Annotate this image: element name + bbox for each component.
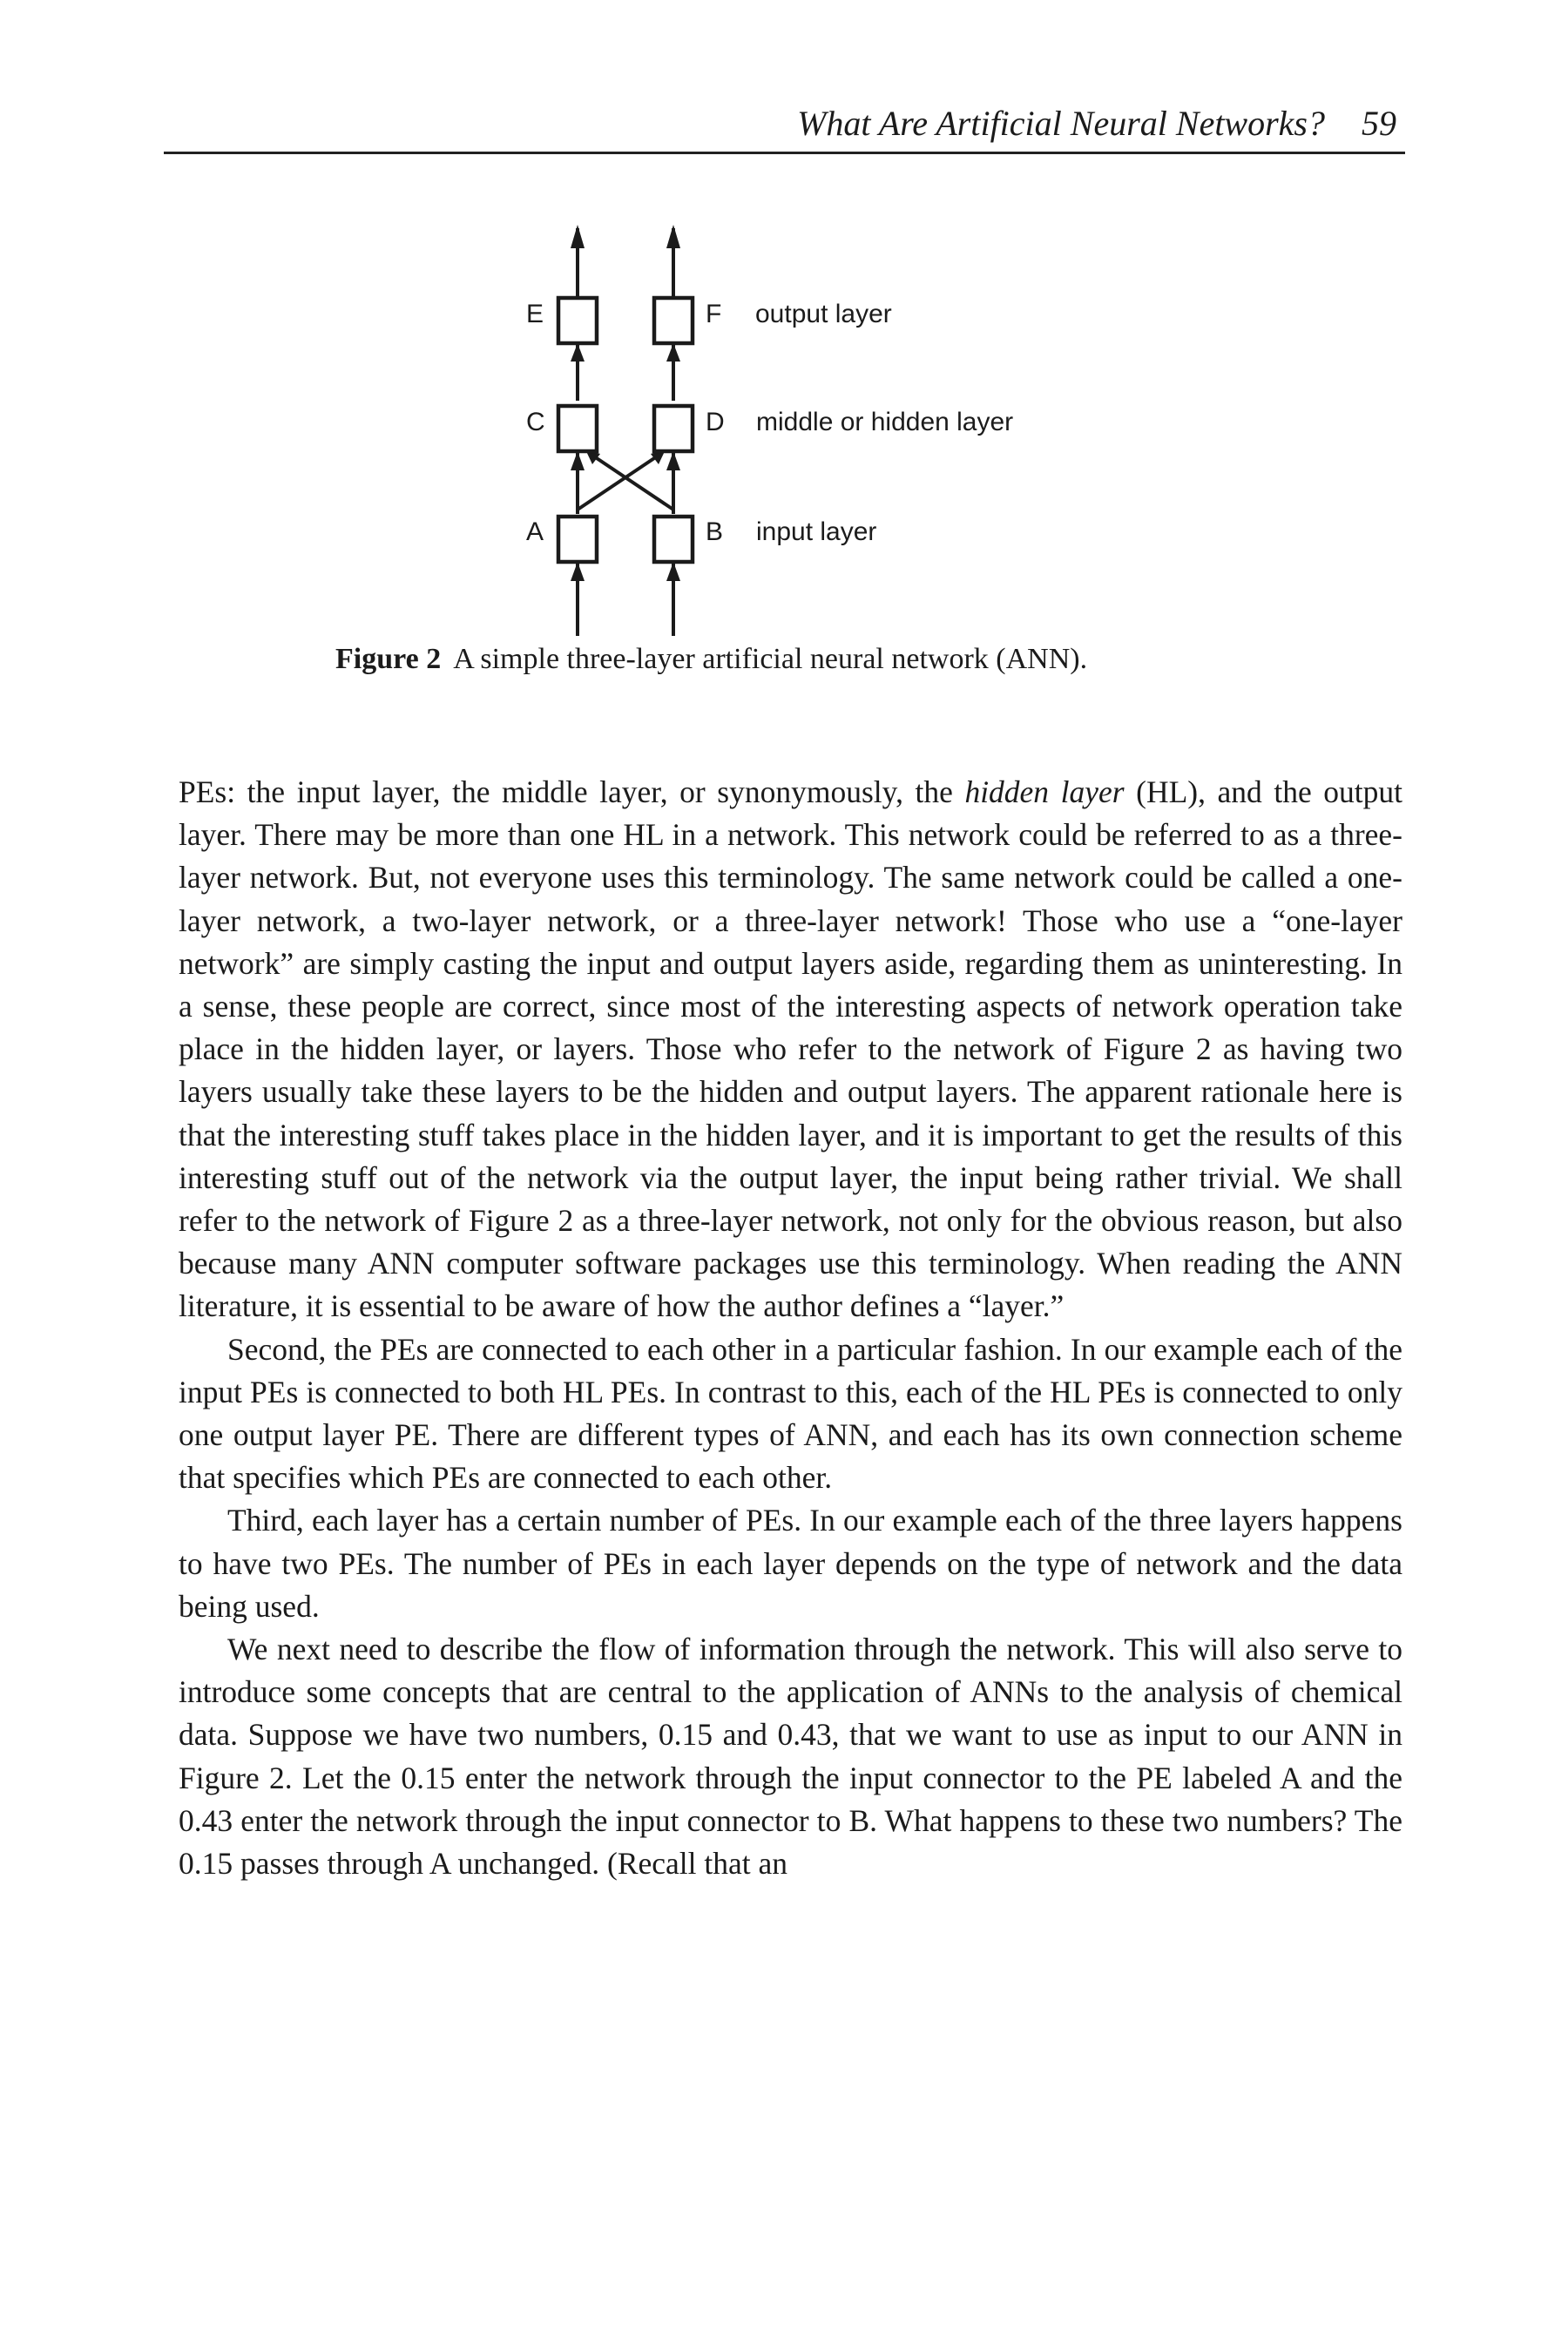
paragraph-3-text: Third, each layer has a certain number of PEs. In our example each of the three layers happens to have two PEs. The number of PEs in each layer depends on the type of network and the data being used.	[179, 1503, 1402, 1624]
paragraph-1-text-a: PEs: the input layer, the middle layer, or synonymously, the	[179, 774, 965, 809]
node-c	[558, 406, 597, 451]
paragraph-3	[179, 1499, 1402, 1628]
arrowhead-up-f	[666, 225, 680, 248]
node-label-e: E	[526, 300, 544, 328]
edge-b-c	[589, 453, 673, 510]
figure-caption-label: Figure 2	[335, 643, 442, 675]
paragraph-1-text-b: (HL), and the output layer. There may be more than one HL in a network. This network could be referred to as a three-layer network. But, not everyone uses this terminology. The same network could be called a one-layer network, a two-layer network, or a three-layer network! Those who use a “one-layer network” are simply casting the input and output layers aside, regarding them as uninteresting. In a sense, these people are correct, since most of the interesting aspects of network operation take place in the hidden layer, or layers. Those who refer to the network of Figure 2 as having two layers usually take these layers to be the hidden and output layers. The apparent rationale here is that the interesting stuff takes place in the hidden layer, and it is important to get the results of this interesting stuff out of the network via the output layer, the input being rather trivial. We shall refer to the network of Figure 2 as a three-layer network, not only for the obvious reason, but also because many ANN computer software packages use this terminology. When reading the ANN literature, it is essential to be aware of how the author defines a “layer.”	[179, 774, 1402, 1324]
arrowhead-into-c	[571, 451, 585, 470]
layer-label-hidden: middle or hidden layer	[756, 408, 1014, 436]
paragraph-1	[179, 771, 1402, 1328]
paragraph-4-text: We next need to describe the flow of information through the network. This will also serve to introduce some concepts that are central to the application of ANNs to the analysis of chemical data. Suppose we have two numbers, 0.15 and 0.43, that we want to use as input to our ANN in Figure 2. Let the 0.15 enter the network through the input connector to the PE labeled A and the 0.43 enter the network through the input connector to B. What happens to these two numbers? The 0.15 passes through A unchanged. (Recall that an	[179, 1632, 1402, 1882]
arrowhead-into-e	[571, 343, 585, 362]
arrowhead-into-a	[571, 562, 585, 581]
figure-caption	[335, 643, 1294, 676]
node-b	[654, 517, 693, 562]
node-a	[558, 517, 597, 562]
arrowhead-up-e	[571, 225, 585, 248]
arrowhead-into-b	[666, 562, 680, 581]
node-label-f: F	[706, 300, 722, 328]
arrowhead-into-f	[666, 343, 680, 362]
node-f	[654, 298, 693, 343]
node-e	[558, 298, 597, 343]
layer-label-output: output layer	[755, 300, 892, 328]
arrowhead-into-d	[666, 451, 680, 470]
figure-caption-text: A simple three-layer artificial neural network (ANN).	[453, 643, 1088, 675]
figure-2-network-diagram	[0, 0, 1568, 697]
edge-a-d	[578, 453, 662, 510]
page-number: 59	[1362, 104, 1396, 143]
network-diagram-svg	[0, 0, 1568, 697]
paragraph-1-italic-term: hidden layer	[964, 774, 1125, 809]
node-label-a: A	[526, 517, 544, 546]
paragraph-2	[179, 1328, 1402, 1500]
node-label-c: C	[526, 408, 545, 436]
paragraph-2-text: Second, the PEs are connected to each other in a particular fashion. In our example each of the input PEs is connected to both HL PEs. In contrast to this, each of the HL PEs is connected to only one output layer PE. There are different types of ANN, and each has its own connection scheme that specifies which PEs are connected to each other.	[179, 1331, 1402, 1496]
node-label-b: B	[706, 517, 724, 546]
node-d	[654, 406, 693, 451]
layer-label-input: input layer	[756, 517, 877, 546]
paragraph-4	[179, 1628, 1402, 1885]
body-text	[179, 771, 1402, 1885]
node-label-d: D	[706, 408, 725, 436]
running-header-title: What Are Artificial Neural Networks?	[797, 104, 1325, 143]
